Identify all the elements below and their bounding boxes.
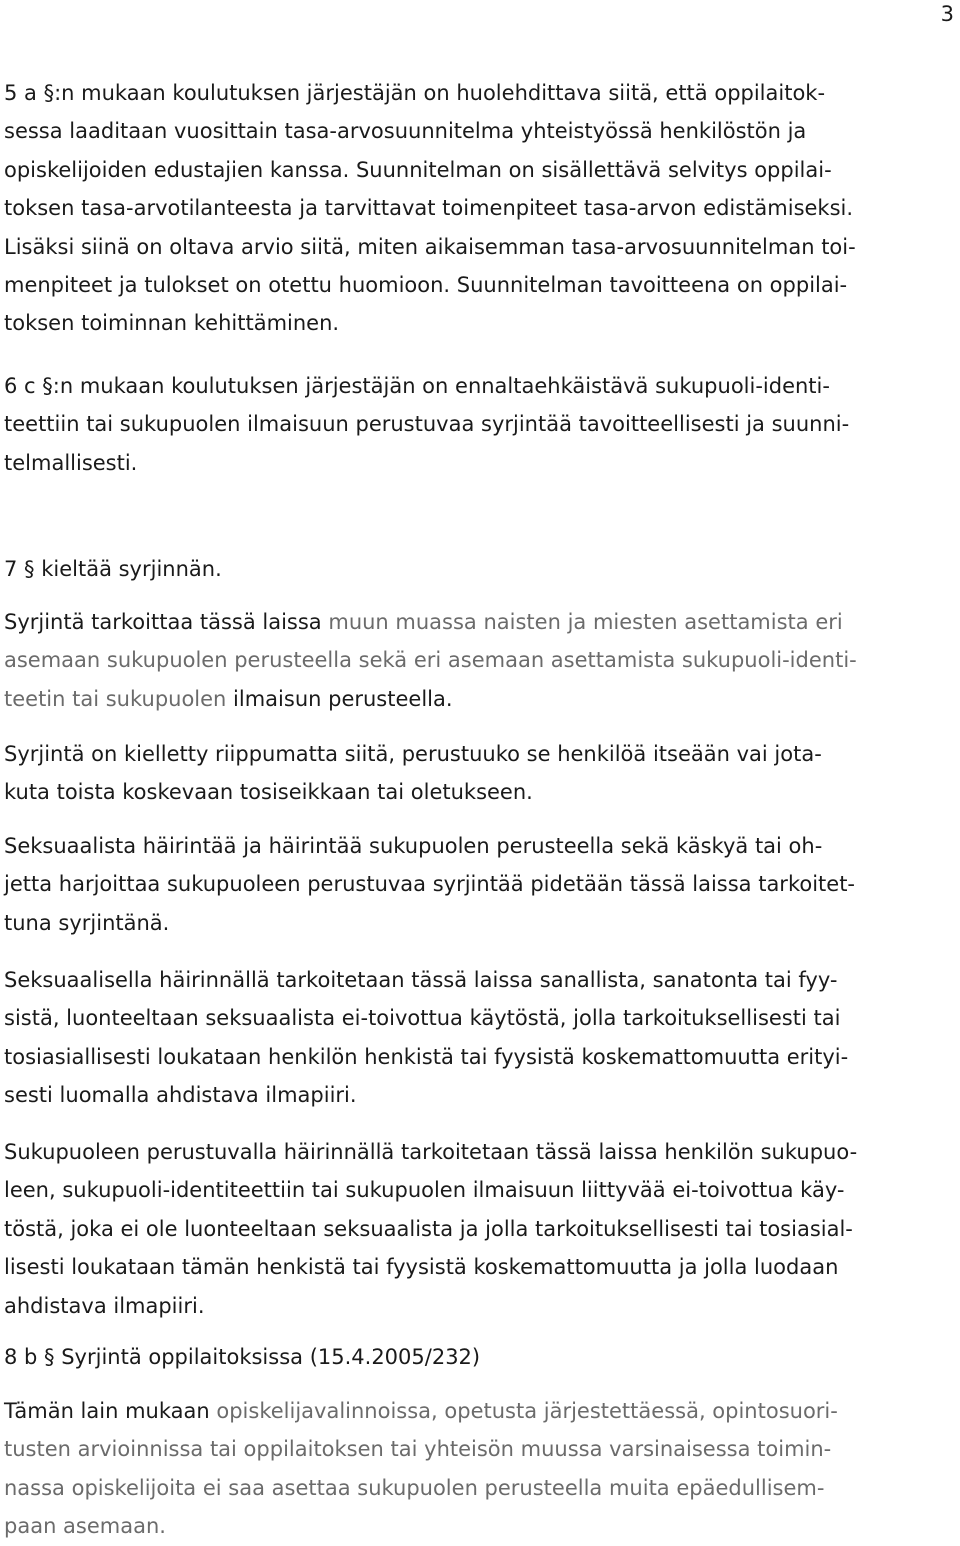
text-line bbox=[4, 827, 956, 865]
paragraph bbox=[4, 1133, 956, 1325]
text-segment: toksen toiminnan kehittäminen. bbox=[4, 311, 340, 336]
paragraph bbox=[4, 961, 956, 1115]
text-line bbox=[4, 1076, 956, 1114]
text-segment: toksen tasa-arvotilanteesta ja tarvittavat toimenpiteet tasa-arvon edistämiseksi. bbox=[4, 196, 854, 221]
text-line bbox=[4, 74, 956, 112]
text-segment: 6 c §:n mukaan koulutuksen järjestäjän on ennaltaehkäistävä sukupuoli-identi- bbox=[4, 374, 830, 398]
paragraph bbox=[4, 550, 956, 588]
text-line bbox=[4, 999, 956, 1037]
text-line bbox=[4, 151, 956, 189]
text-line bbox=[4, 367, 956, 405]
highlighted-text: teetin tai sukupuolen bbox=[4, 686, 227, 711]
text-segment: sistä, luonteeltaan seksuaalista ei-toivottua käytöstä, jolla tarkoituksellisesti tai bbox=[4, 1006, 841, 1031]
text-segment: Seksuaalisella häirinnällä tarkoitetaan tässä laissa sanallista, sanatonta tai fyy- bbox=[4, 968, 838, 992]
text-line bbox=[4, 680, 956, 718]
text-segment: Syrjintä tarkoittaa tässä laissa bbox=[4, 610, 329, 634]
text-segment: Tämän lain mukaan bbox=[4, 1399, 217, 1423]
text-line bbox=[4, 1133, 956, 1171]
text-segment: 8 b § Syrjintä oppilaitoksissa (15.4.2005/232) bbox=[4, 1345, 481, 1369]
text-line bbox=[4, 1171, 956, 1209]
text-line bbox=[4, 961, 956, 999]
text-line bbox=[4, 444, 956, 482]
text-line bbox=[4, 1248, 956, 1286]
text-segment: ilmaisun perusteella. bbox=[226, 686, 453, 711]
text-segment: menpiteet ja tulokset on otettu huomioon. Suunnitelman tavoitteena on oppilai- bbox=[4, 273, 848, 298]
text-segment: leen, sukupuoli-identiteettiin tai sukupuolen ilmaisuun liittyvää ei-toivottua käy- bbox=[4, 1178, 845, 1203]
text-segment: Seksuaalista häirintää ja häirintää sukupuolen perusteella sekä käskyä tai oh- bbox=[4, 834, 823, 858]
text-segment: sessa laaditaan vuosittain tasa-arvosuunnitelma yhteistyössä henkilöstön ja bbox=[4, 119, 807, 144]
text-line bbox=[4, 641, 956, 679]
text-segment: lisesti loukataan tämän henkistä tai fyysistä koskemattomuutta ja jolla luodaan bbox=[4, 1255, 839, 1280]
text-segment: opiskelijoiden edustajien kanssa. Suunnitelman on sisällettävä selvitys oppilai- bbox=[4, 157, 832, 182]
text-line bbox=[4, 1392, 956, 1430]
text-line bbox=[4, 112, 956, 150]
text-line bbox=[4, 1430, 956, 1468]
paragraph bbox=[4, 827, 956, 942]
text-line bbox=[4, 865, 956, 903]
highlighted-text: muun muassa naisten ja miesten asettamista eri bbox=[328, 610, 843, 634]
paragraph bbox=[4, 74, 956, 343]
paragraph bbox=[4, 367, 956, 482]
highlighted-text: asemaan sukupuolen perusteella sekä eri asemaan asettamista sukupuoli-identi- bbox=[4, 648, 857, 673]
text-segment: teettiin tai sukupuolen ilmaisuun perustuvaa syrjintää tavoitteellisesti ja suunni- bbox=[4, 412, 850, 437]
text-line bbox=[4, 304, 956, 342]
text-segment: kuta toista koskevaan tosiseikkaan tai oletukseen. bbox=[4, 780, 533, 805]
paragraph bbox=[4, 1392, 956, 1546]
text-line bbox=[4, 1338, 956, 1376]
text-segment: Lisäksi siinä on oltava arvio siitä, miten aikaisemman tasa-arvosuunnitelman toi- bbox=[4, 234, 856, 259]
text-segment: tuna syrjintänä. bbox=[4, 910, 170, 935]
text-segment: telmallisesti. bbox=[4, 450, 138, 475]
text-line bbox=[4, 189, 956, 227]
text-line bbox=[4, 603, 956, 641]
text-segment: 5 a §:n mukaan koulutuksen järjestäjän on huolehdittava siitä, että oppilaitok- bbox=[4, 81, 826, 105]
highlighted-text: paan asemaan. bbox=[4, 1514, 166, 1539]
text-line bbox=[4, 550, 956, 588]
text-segment: Sukupuoleen perustuvalla häirinnällä tarkoitetaan tässä laissa henkilön sukupuo- bbox=[4, 1140, 858, 1164]
text-segment: tosiasiallisesti loukataan henkilön henkistä tai fyysistä koskemattomuutta erityi- bbox=[4, 1044, 849, 1069]
text-segment: 7 § kieltää syrjinnän. bbox=[4, 557, 222, 581]
text-segment: sesti luomalla ahdistava ilmapiiri. bbox=[4, 1083, 357, 1108]
paragraph bbox=[4, 603, 956, 718]
text-line bbox=[4, 1210, 956, 1248]
text-line bbox=[4, 266, 956, 304]
highlighted-text: nassa opiskelijoita ei saa asettaa sukupuolen perusteella muita epäedullisem- bbox=[4, 1475, 825, 1500]
text-line bbox=[4, 1469, 956, 1507]
page-number: 3 bbox=[940, 2, 954, 26]
text-segment: jetta harjoittaa sukupuoleen perustuvaa syrjintää pidetään tässä laissa tarkoitet- bbox=[4, 872, 856, 897]
text-line bbox=[4, 1507, 956, 1545]
text-line bbox=[4, 773, 956, 811]
text-line bbox=[4, 228, 956, 266]
text-line bbox=[4, 1287, 956, 1325]
text-line bbox=[4, 735, 956, 773]
text-line bbox=[4, 1038, 956, 1076]
paragraph bbox=[4, 735, 956, 812]
text-segment: Syrjintä on kielletty riippumatta siitä, perustuuko se henkilöä itseään vai jota- bbox=[4, 742, 822, 766]
text-line bbox=[4, 405, 956, 443]
text-segment: ahdistava ilmapiiri. bbox=[4, 1293, 205, 1318]
text-segment: töstä, joka ei ole luonteeltaan seksuaalista ja jolla tarkoituksellisesti tai tosiasial- bbox=[4, 1216, 853, 1241]
text-line bbox=[4, 904, 956, 942]
highlighted-text: tusten arvioinnissa tai oppilaitoksen tai yhteisön muussa varsinaisessa toimin- bbox=[4, 1437, 832, 1462]
paragraph bbox=[4, 1338, 956, 1376]
highlighted-text: opiskelijavalinnoissa, opetusta järjestettäessä, opintosuori- bbox=[216, 1399, 838, 1423]
